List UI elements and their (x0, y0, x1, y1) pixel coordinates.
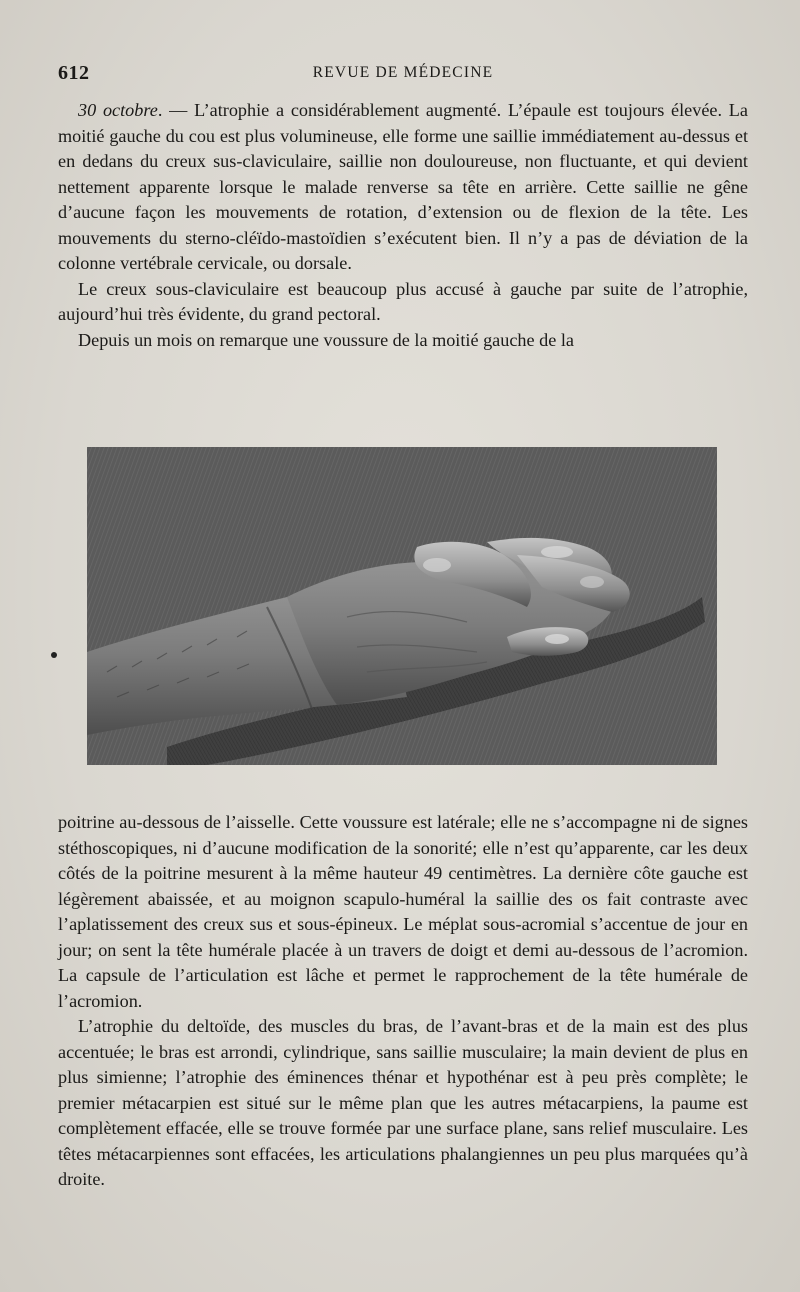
running-title: REVUE DE MÉDECINE (312, 64, 494, 81)
paragraph-voussure-end: poitrine au-dessous de l’aisselle. Cette voussure est latérale; elle ne s’accompagne ni de signes stéthoscopiques, ni d’aucune modification de la sonorité; elle n’est qu’apparente, car les deux côtés de la poitrine mesurent à la même hauteur 49 centimètres. La dernière côte gauche est légèrement abaissée, et au moignon scapulo-huméral la saillie des os fait contraste avec l’aplatissement des creux sus et sous-épineux. Le méplat sous-acromial s’accentue de jour en jour; on sent la tête humérale placée à un travers de doigt et demi au-dessous de l’acromion. La capsule de l’articulation est lâche et permet le rapprochement de la tête humérale de l’acromion. (58, 812, 748, 1011)
hand-illustration (87, 447, 717, 765)
page-header (58, 62, 748, 90)
text-block-top (58, 98, 748, 353)
text-block-bottom (58, 810, 748, 1193)
ink-dot (51, 652, 57, 658)
paragraph-subclavicular: Le creux sous-claviculaire est beaucoup plus accusé à gauche par suite de l’atrophie, aujourd’hui très évidente, du grand pectoral. (58, 278, 748, 324)
paragraph-atrophy-deltoid: L’atrophie du deltoïde, des muscles du bras, de l’avant-bras et de la main est des plus accentuée; le bras est arrondi, cylindrique, sans saillie musculaire; la main devient de plus en plus simienne; l’atrophie des éminences thénar et hypothénar est à peu près complète; le premier métacarpien est situé sur le même plan que les autres métacarpiens, la paume est complètement effacée, elle se trouve formée par une surface plane, sans relief musculaire. Les têtes métacarpiennes sont effacées, les articulations phalangiennes un peu plus marquées qu’à droite. (58, 1016, 748, 1189)
page-number: 612 (58, 62, 90, 84)
date-label: 30 octobre (78, 100, 158, 120)
paragraph-voussure-start: Depuis un mois on remarque une voussure de la moitié gauche de la (78, 329, 574, 350)
atrophied-hand-engraving-icon (87, 447, 717, 765)
paragraph-body: . — L’atrophie a considérablement augmenté. L’épaule est toujours élevée. La moitié gauche du cou est plus volumineuse, elle forme une saillie immédiatement au-dessus et en dedans du creux sus-claviculaire, saillie non douloureuse, non fluctuante, et qui devient nettement apparente lorsque le malade renverse sa tête en arrière. Cette saillie ne gêne d’aucune façon les mouvements de rotation, d’extension ou de flexion de la tête. Les mouvements du sterno-cléïdo-mastoïdien s’exécutent bien. Il n’y a pas de déviation de la colonne vertébrale cervicale, ou dorsale. (58, 100, 748, 273)
paragraph-october-30 (58, 98, 748, 277)
